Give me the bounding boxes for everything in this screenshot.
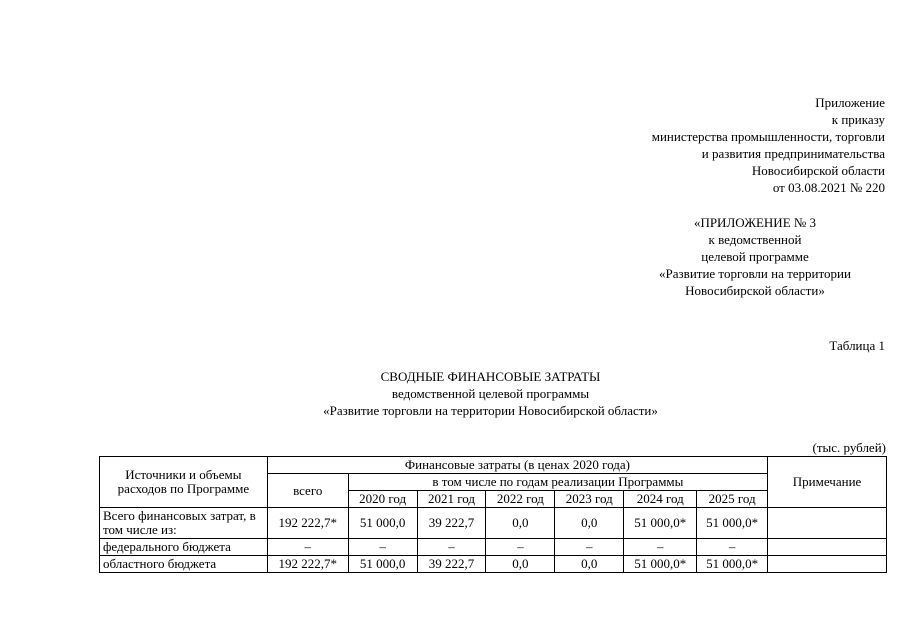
row-total: – xyxy=(267,539,348,556)
header-year: 2025 год xyxy=(697,491,768,508)
row-value: 39 222,7 xyxy=(417,508,486,539)
order-annex-line: министерства промышленности, торговли xyxy=(651,129,885,144)
header-year: 2022 год xyxy=(486,491,555,508)
row-value: 0,0 xyxy=(555,556,624,573)
row-value: – xyxy=(697,539,768,556)
order-annex-line: от 03.08.2021 № 220 xyxy=(772,180,885,195)
row-value: 0,0 xyxy=(555,508,624,539)
header-year: 2020 год xyxy=(348,491,417,508)
row-total: 192 222,7* xyxy=(267,556,348,573)
header-by-years: в том числе по годам реализации Программы xyxy=(348,474,767,491)
units-label: (тыс. рублей) xyxy=(812,440,886,455)
title-line: ведомственной целевой программы xyxy=(391,386,590,401)
order-annex-line: Новосибирской области xyxy=(751,163,885,178)
row-value: 39 222,7 xyxy=(417,556,486,573)
header-sources: Источники и объемы расходов по Программе xyxy=(100,457,268,508)
program-annex-header xyxy=(625,214,885,299)
program-annex-line: целевой программе xyxy=(701,249,809,264)
program-annex-line: «ПРИЛОЖЕНИЕ № 3 xyxy=(693,215,817,230)
row-value: – xyxy=(348,539,417,556)
row-value: 51 000,0* xyxy=(697,508,768,539)
table-row xyxy=(100,508,887,539)
header-note: Примечание xyxy=(768,457,887,508)
header-financial: Финансовые затраты (в ценах 2020 года) xyxy=(267,457,767,474)
row-value: – xyxy=(417,539,486,556)
row-value: 51 000,0* xyxy=(697,556,768,573)
program-annex-line: Новосибирской области» xyxy=(685,283,825,298)
row-value: 51 000,0 xyxy=(348,508,417,539)
row-note xyxy=(768,556,887,573)
row-note xyxy=(768,508,887,539)
row-value: 51 000,0 xyxy=(348,556,417,573)
order-annex-line: и развития предпринимательства xyxy=(701,146,885,161)
order-annex-line: к приказу xyxy=(831,112,885,127)
row-value: – xyxy=(624,539,697,556)
title-line: «Развитие торговли на территории Новосибирской области» xyxy=(323,403,658,418)
header-year: 2024 год xyxy=(624,491,697,508)
header-row xyxy=(100,457,887,474)
header-year: 2021 год xyxy=(417,491,486,508)
row-value: 51 000,0* xyxy=(624,508,697,539)
row-value: 0,0 xyxy=(486,556,555,573)
order-annex-header xyxy=(652,94,885,196)
row-label: Всего финансовых затрат, в том числе из: xyxy=(100,508,268,539)
header-total: всего xyxy=(267,474,348,508)
table-row xyxy=(100,556,887,573)
row-value: – xyxy=(486,539,555,556)
header-year: 2023 год xyxy=(555,491,624,508)
order-annex-line: Приложение xyxy=(815,95,885,110)
row-total: 192 222,7* xyxy=(267,508,348,539)
program-annex-line: к ведомственной xyxy=(708,232,802,247)
row-value: – xyxy=(555,539,624,556)
row-value: 51 000,0* xyxy=(624,556,697,573)
row-note xyxy=(768,539,887,556)
financial-costs-table xyxy=(99,456,887,573)
table-row xyxy=(100,539,887,556)
document-title xyxy=(0,368,905,419)
row-label: федерального бюджета xyxy=(100,539,268,556)
row-value: 0,0 xyxy=(486,508,555,539)
title-line: СВОДНЫЕ ФИНАНСОВЫЕ ЗАТРАТЫ xyxy=(380,369,601,384)
row-label: областного бюджета xyxy=(100,556,268,573)
program-annex-line: «Развитие торговли на территории xyxy=(659,266,851,281)
table-number: Таблица 1 xyxy=(829,338,885,353)
